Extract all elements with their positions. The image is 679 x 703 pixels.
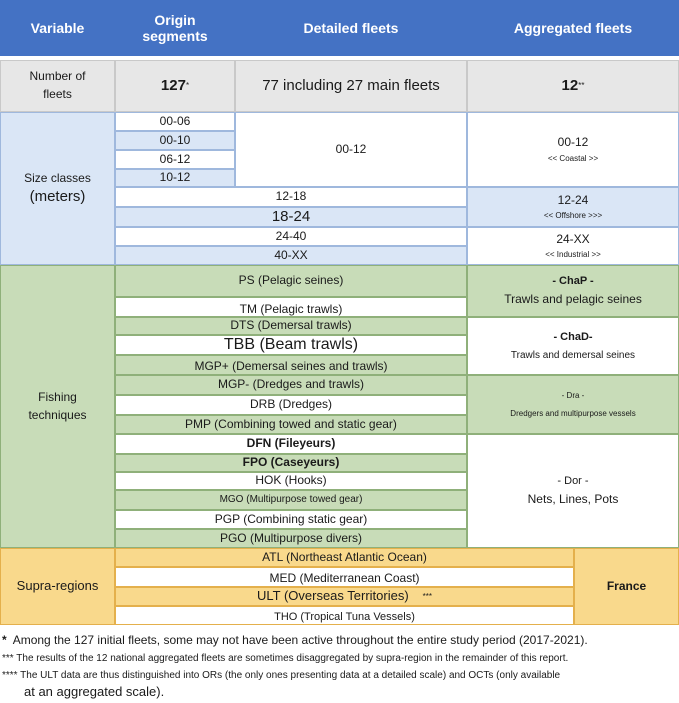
technique-row-7-text: PMP (Combining towed and static gear)	[185, 416, 397, 431]
size-origin-1-text: 00-10	[159, 132, 191, 147]
agg-chad-desc: Trawls and demersal seines	[510, 349, 636, 361]
supra-regions-label-text: Supra-regions	[16, 578, 99, 594]
region-row-2-mark: ***	[422, 591, 433, 601]
header-aggregated-label: Aggregated fleets	[513, 19, 633, 36]
size-origin-3-text: 10-12	[159, 170, 191, 185]
size-origin-0	[115, 112, 235, 131]
size-aggregated-industrial-sub: << Industrial >>	[545, 250, 601, 260]
size-origin-2-text: 06-12	[159, 151, 191, 166]
size-origin-3	[115, 169, 235, 187]
footnote-1-text: Among the 127 initial fleets, some may not have been active throughout the entire study period (2017-2021).	[12, 633, 588, 647]
fishing-techniques-label	[0, 265, 115, 548]
nof-detailed-value: 77 including 27 main fleets	[262, 77, 440, 95]
region-row-1	[115, 567, 574, 587]
technique-row-6	[115, 395, 467, 415]
size-aggregated-offshore-sub: << Offshore >>>	[543, 211, 603, 221]
technique-row-0	[115, 265, 467, 297]
size-detailed-small-text: 00-12	[335, 141, 367, 156]
size-row-3-text: 40-XX	[274, 247, 308, 262]
nof-origin-value: 127	[160, 77, 186, 95]
technique-row-4	[115, 355, 467, 375]
region-row-0-text: ATL (Northeast Atlantic Ocean)	[262, 549, 427, 564]
size-row-1	[115, 207, 467, 227]
region-row-2-text: ULT (Overseas Territories)	[256, 588, 409, 604]
size-row-3	[115, 246, 467, 265]
footnote-2	[2, 653, 568, 664]
header-variable	[0, 0, 115, 56]
nof-origin-mark: *	[185, 81, 190, 91]
number-of-fleets-label	[0, 60, 115, 112]
agg-dra	[467, 375, 679, 434]
size-aggregated-coastal-value: 00-12	[557, 135, 589, 149]
agg-dor-desc: Nets, Lines, Pots	[527, 492, 619, 507]
nof-aggregated	[467, 60, 679, 112]
fishing-label-line1: Fishing	[38, 389, 77, 404]
supra-regions-label	[0, 548, 115, 625]
agg-chad	[467, 317, 679, 375]
technique-row-1	[115, 297, 467, 317]
region-row-3	[115, 606, 574, 625]
size-detailed-small	[235, 112, 467, 187]
technique-row-3-text: TBB (Beam trawls)	[223, 335, 359, 353]
size-row-2	[115, 227, 467, 246]
technique-row-1-text: TM (Pelagic trawls)	[239, 302, 343, 317]
header-variable-label: Variable	[30, 19, 85, 36]
technique-row-5	[115, 375, 467, 395]
footnote-1	[2, 633, 588, 647]
header-origin-line2: segments	[142, 28, 208, 44]
technique-row-9	[115, 454, 467, 472]
nof-aggregated-mark: **	[578, 81, 585, 91]
agg-chap-title: - ChaP -	[552, 274, 594, 287]
technique-row-12	[115, 510, 467, 529]
technique-row-11-text: MGO (Multipurpose towed gear)	[219, 494, 363, 506]
technique-row-0-text: PS (Pelagic seines)	[238, 273, 344, 288]
fishing-label-line2: techniques	[28, 407, 87, 422]
header-origin-line1: Origin	[154, 11, 196, 28]
technique-row-10	[115, 472, 467, 490]
technique-row-4-text: MGP+ (Demersal seines and trawls)	[194, 359, 388, 374]
technique-row-8-text: DFN (Fileyeurs)	[246, 436, 336, 451]
region-row-0	[115, 548, 574, 567]
technique-row-7	[115, 415, 467, 434]
agg-chap-desc: Trawls and pelagic seines	[504, 292, 642, 307]
region-row-3-text: THO (Tropical Tuna Vessels)	[274, 611, 415, 624]
technique-row-2	[115, 317, 467, 335]
agg-dra-title: - Dra -	[561, 391, 585, 401]
nof-origin	[115, 60, 235, 112]
technique-row-3	[115, 335, 467, 355]
size-aggregated-coastal	[467, 112, 679, 187]
technique-row-6-text: DRB (Dredges)	[249, 397, 333, 412]
agg-dor-title: - Dor -	[557, 474, 589, 487]
size-aggregated-coastal-sub: << Coastal >>	[547, 153, 599, 163]
technique-row-12-text: PGP (Combining static gear)	[214, 511, 368, 526]
region-row-2	[115, 587, 574, 606]
technique-row-13	[115, 529, 467, 548]
footnote-3-line1-text: **** The ULT data are thus distinguished into ORs (the only ones presenting data at a detailed scale) and OCTs (only available	[2, 670, 561, 681]
nof-aggregated-value: 12	[561, 77, 579, 95]
size-origin-2	[115, 150, 235, 169]
size-aggregated-industrial	[467, 227, 679, 265]
size-classes-line2: (meters)	[29, 187, 86, 205]
size-origin-1	[115, 131, 235, 150]
header-aggregated	[467, 0, 679, 56]
technique-row-2-text: DTS (Demersal trawls)	[230, 318, 352, 333]
size-classes-label	[0, 112, 115, 265]
size-aggregated-industrial-value: 24-XX	[556, 231, 590, 246]
header-origin	[115, 0, 235, 56]
technique-row-8	[115, 434, 467, 454]
nof-label-line1: Number of	[29, 69, 86, 84]
size-aggregated-offshore	[467, 187, 679, 227]
size-row-2-text: 24-40	[275, 228, 307, 243]
agg-chad-title: - ChaD-	[553, 330, 593, 343]
nof-label-line2: fleets	[43, 87, 72, 101]
region-aggregated-france	[574, 548, 679, 625]
size-aggregated-offshore-value: 12-24	[557, 192, 589, 207]
footnote-2-text: *** The results of the 12 national aggregated fleets are sometimes disaggregated by supra-region in the remainder of this report.	[2, 653, 569, 664]
size-origin-0-text: 00-06	[159, 113, 191, 128]
region-row-1-text: MED (Mediterranean Coast)	[269, 571, 420, 586]
footnote-3-line2-text: at an aggregated scale).	[24, 684, 165, 699]
technique-row-10-text: HOK (Hooks)	[255, 473, 327, 488]
size-row-0-text: 12-18	[275, 189, 307, 204]
agg-chap	[467, 265, 679, 317]
header-detailed	[235, 0, 467, 56]
footnote-3-line2	[24, 684, 164, 699]
technique-row-13-text: PGO (Multipurpose divers)	[219, 530, 363, 545]
footnote-3-line1	[2, 670, 560, 681]
region-aggregated-france-text: France	[606, 578, 647, 593]
technique-row-9-text: FPO (Caseyeurs)	[242, 455, 340, 470]
size-row-0	[115, 187, 467, 207]
agg-dor	[467, 434, 679, 548]
size-classes-line1: Size classes	[24, 170, 91, 185]
footnote-1-mark: *	[2, 633, 7, 647]
technique-row-5-text: MGP- (Dredges and trawls)	[217, 377, 365, 392]
technique-row-11	[115, 490, 467, 510]
header-detailed-label: Detailed fleets	[303, 19, 399, 36]
agg-dra-desc: Dredgers and multipurpose vessels	[510, 408, 636, 418]
nof-detailed	[235, 60, 467, 112]
size-row-1-text: 18-24	[271, 208, 311, 226]
